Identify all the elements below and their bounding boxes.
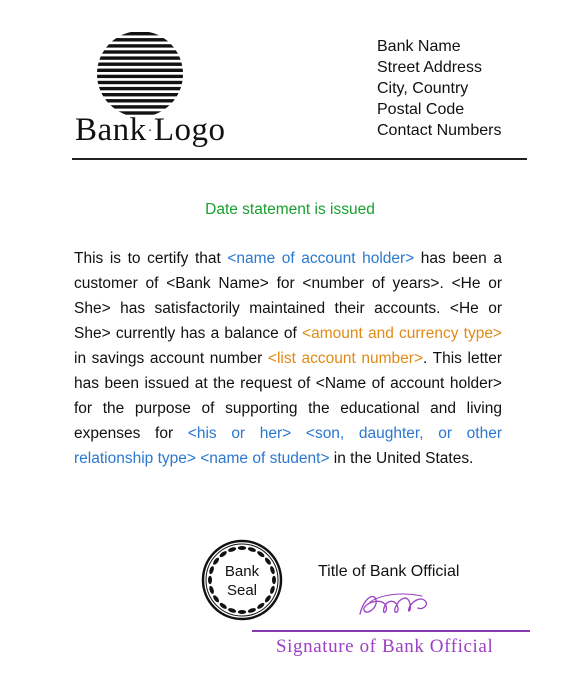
laurel-leaf (227, 546, 236, 552)
letter-body (74, 246, 502, 471)
seal-line-2: Seal (226, 582, 258, 599)
logo-stripe (96, 44, 184, 47)
letter-text-1: This is to certify that (74, 250, 228, 267)
header-divider (72, 158, 527, 160)
logo-dot: · (147, 124, 153, 140)
logo-stripe (96, 105, 184, 108)
bank-logo-text (75, 112, 226, 149)
laurel-leaf (247, 546, 256, 552)
bank-address-block (377, 36, 502, 141)
signature-label: Signature of Bank Official (276, 636, 494, 657)
logo-stripe (96, 99, 184, 102)
logo-stripe (96, 38, 184, 41)
letter-text-4: . This letter has been issued at the request of <Name of account holder> for the purpose of supporting the educational and living expenses for (74, 350, 502, 442)
seal-line-1: Bank (224, 563, 260, 580)
laurel-leaf (238, 610, 246, 614)
striped-globe-icon (96, 30, 184, 118)
logo-stripe (96, 93, 184, 96)
logo-stripe (96, 87, 184, 90)
laurel-leaf (247, 607, 256, 613)
postal-code: Postal Code (377, 101, 465, 118)
logo-stripe (96, 56, 184, 59)
logo-stripe (96, 32, 184, 35)
contact-numbers: Contact Numbers (377, 122, 502, 139)
bank-name: Bank Name (377, 38, 461, 55)
letter-text-3: in savings account number (74, 350, 268, 367)
logo-stripe (96, 50, 184, 53)
signature-line (252, 630, 530, 632)
city-country: City, Country (377, 80, 469, 97)
logo-stripe (96, 81, 184, 84)
bank-seal-text (200, 562, 284, 600)
laurel-leaf (227, 607, 236, 613)
logo-stripe (96, 75, 184, 78)
letter-text-2: has been a customer of <Bank Name> for <number of years>. <He or She> has satisfactorily maintained their accounts. <He or She> currently has a balance of (74, 250, 502, 342)
statement-date: Date statement is issued (205, 201, 375, 218)
official-title: Title of Bank Official (318, 563, 460, 580)
street-address: Street Address (377, 59, 482, 76)
laurel-leaf (238, 546, 246, 550)
placeholder-account-holder: <name of account holder> (227, 250, 415, 267)
placeholder-account-number: <list account number> (267, 350, 423, 367)
handwritten-signature-icon (352, 588, 436, 622)
letter-text-5: in the United States. (329, 450, 474, 467)
logo-word-logo: Logo (153, 112, 226, 148)
logo-word-bank: Bank (75, 112, 147, 148)
logo-stripe (96, 63, 184, 66)
placeholder-amount-currency: <amount and currency type> (302, 325, 502, 342)
placeholder-relationship-student: <his or her> <son, daughter, or other relationship type> <name of student> (74, 425, 502, 467)
logo-stripe (96, 69, 184, 72)
